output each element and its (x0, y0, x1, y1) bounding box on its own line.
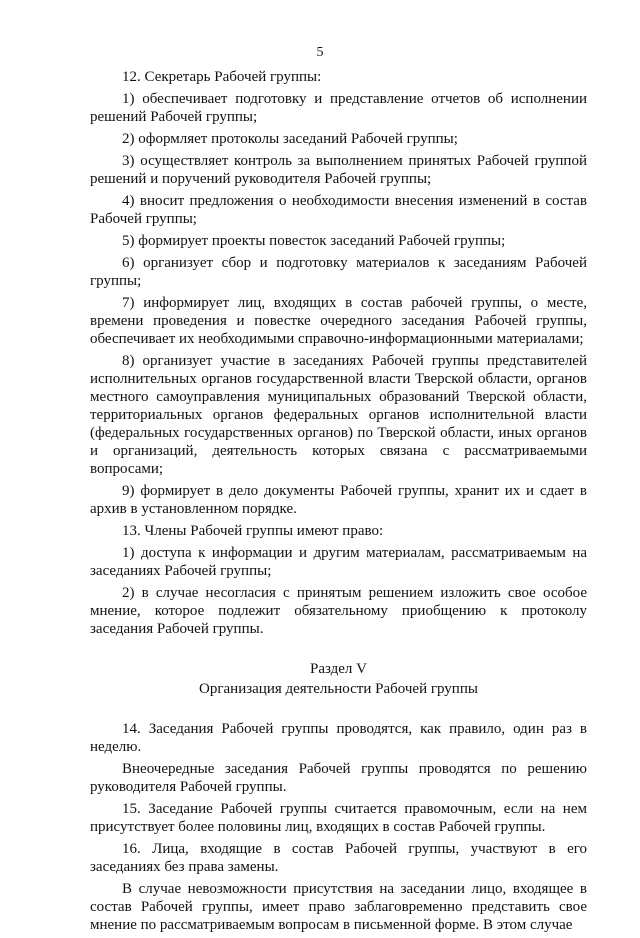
section-title: Раздел V (309, 661, 367, 677)
paragraph: 7) информирует лиц, входящих в состав рабочей группы, о месте, времени проведения и повестке очередного заседания Рабочей группы, обеспечивает их необходимыми справочно-информационными материалами; (90, 295, 587, 347)
page-number: 5 (316, 45, 324, 60)
paragraph: Внеочередные заседания Рабочей группы проводятся по решению руководителя Рабочей группы. (90, 761, 587, 795)
paragraph: 6) организует сбор и подготовку материалов к заседаниям Рабочей группы; (90, 255, 587, 289)
paragraph: 2) оформляет протоколы заседаний Рабочей группы; (122, 131, 458, 147)
paragraph: 12. Секретарь Рабочей группы: (122, 69, 322, 85)
paragraph: 15. Заседание Рабочей группы считается правомочным, если на нем присутствует более половины лиц, входящих в состав Рабочей группы. (90, 801, 587, 835)
paragraph: 3) осуществляет контроль за выполнением принятых Рабочей группой решений и поручений руководителя Рабочей группы; (90, 153, 587, 187)
paragraph: 9) формирует в дело документы Рабочей группы, хранит их и сдает в архив в установленном порядке. (90, 483, 587, 517)
paragraph: 13. Члены Рабочей группы имеют право: (122, 523, 384, 539)
paragraph: 1) доступа к информации и другим материалам, рассматриваемым на заседаниях Рабочей группы; (90, 545, 587, 579)
paragraph: В случае невозможности присутствия на заседании лицо, входящее в состав Рабочей группы, имеет право заблаговременно представить свое мнение по рассматриваемым вопросам в письменной форме. В этом случае (90, 881, 587, 933)
paragraph: 1) обеспечивает подготовку и представление отчетов об исполнении решений Рабочей группы; (90, 91, 587, 125)
section-subtitle: Организация деятельности Рабочей группы (199, 681, 478, 697)
paragraph: 2) в случае несогласия с принятым решением изложить свое особое мнение, которое подлежит обязательному приобщению к протоколу заседания Рабочей группы. (90, 585, 587, 637)
paragraph: 16. Лица, входящие в состав Рабочей группы, участвуют в его заседаниях без права замены. (90, 841, 587, 875)
paragraph: 8) организует участие в заседаниях Рабочей группы представителей исполнительных органов государственной власти Тверской области, органов местного самоуправления муниципальных образований Тверской области, территориальных органов федеральных органов исполнительной власти (федеральных государственных органов) по Тверской области, иных органов и организаций, деятельность которых связана с рассматриваемыми вопросами; (90, 353, 587, 477)
paragraph: 4) вносит предложения о необходимости внесения изменений в состав Рабочей группы; (90, 193, 587, 227)
paragraph: 14. Заседания Рабочей группы проводятся, как правило, один раз в неделю. (90, 721, 587, 755)
document-body (90, 68, 587, 938)
paragraph: 5) формирует проекты повесток заседаний Рабочей группы; (122, 233, 506, 249)
